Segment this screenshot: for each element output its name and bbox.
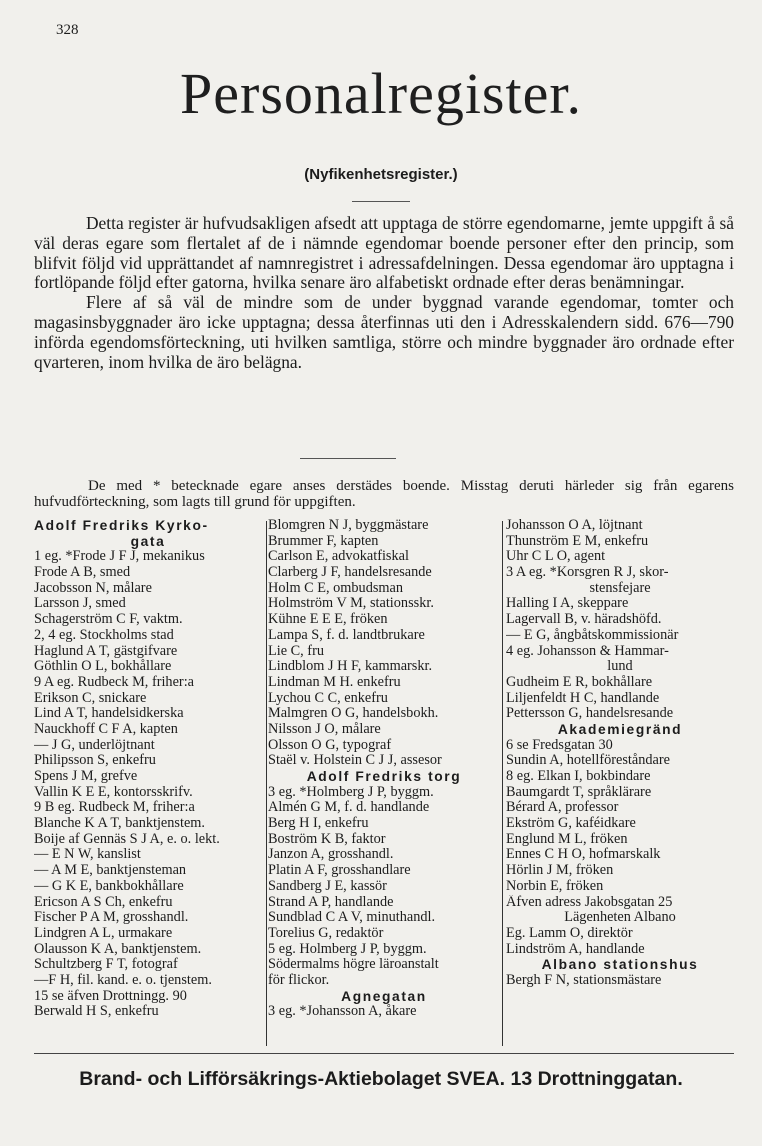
register-entry: Brummer F, kapten xyxy=(268,533,379,549)
advertisement-footer: Brand- och Lifförsäkrings-Aktiebolaget SVEA. 13 Drottninggatan. xyxy=(79,1068,683,1090)
register-entry: Lindman M H. enkefru xyxy=(268,674,401,690)
register-entry: Olausson K A, banktjenstem. xyxy=(34,941,202,957)
register-entry: Nilsson J O, målare xyxy=(268,721,381,737)
register-entry: Liljenfeldt H C, handlande xyxy=(506,690,660,706)
register-entry: Blomgren N J, byggmästare xyxy=(268,518,429,533)
register-entry: Halling I A, skeppare xyxy=(506,596,629,612)
register-entry: Ekström G, kaféidkare xyxy=(506,816,636,832)
register-entry: — G K E, bankbokhållare xyxy=(34,878,184,894)
register-entry: Sundin A, hotellföreståndare xyxy=(506,753,670,769)
register-entry: — A M E, banktjensteman xyxy=(34,863,187,879)
register-entry: stensfejare xyxy=(589,580,651,596)
register-entry: 3 A eg. *Korsgren R J, skor- xyxy=(506,565,669,581)
register-entry: Blanche K A T, banktjenstem. xyxy=(34,816,206,832)
register-entry: Boström K B, faktor xyxy=(268,831,386,847)
register-entry: Sundblad C A V, minuthandl. xyxy=(268,910,436,926)
register-entry: Clarberg J F, handelsresande xyxy=(268,565,432,581)
register-entry: 1 eg. *Frode J F J, mekanikus xyxy=(34,549,205,565)
page-number: 328 xyxy=(56,22,79,38)
street-heading: Akademiegränd xyxy=(557,721,683,737)
register-entry: Strand A P, handlande xyxy=(268,894,394,910)
street-heading: Adolf Fredriks torg xyxy=(306,769,462,784)
register-entry: Spens J M, grefve xyxy=(34,769,138,784)
register-entry: 2, 4 eg. Stockholms stad xyxy=(34,627,174,643)
register-entry: Norbin E, fröken xyxy=(506,878,604,894)
register-entry: Englund M L, fröken xyxy=(506,831,628,847)
register-entry: Larsson J, smed xyxy=(34,596,126,612)
register-entry: Malmgren O G, handelsbokh. xyxy=(268,706,439,722)
register-entry: Lindblom J H F, kammarskr. xyxy=(268,659,433,675)
register-entry: Boije af Gennäs S J A, e. o. lekt. xyxy=(34,831,220,847)
register-entry: Lägenheten Albano xyxy=(564,910,676,926)
register-entry: Schultzberg F T, fotograf xyxy=(34,957,178,973)
register-entry: Torelius G, redaktör xyxy=(268,925,384,941)
register-entry: Fischer P A M, grosshandl. xyxy=(34,910,189,926)
register-entry: 15 se äfven Drottningg. 90 xyxy=(34,988,187,1004)
register-entry: 3 eg. *Holmberg J P, byggm. xyxy=(268,784,434,800)
register-entry: Kühne E E E, fröken xyxy=(268,612,388,628)
register-entry: Lindgren A L, urmakare xyxy=(34,925,173,941)
divider-rule xyxy=(352,201,410,202)
register-entry: 6 se Fredsgatan 30 xyxy=(506,737,613,753)
register-entry: Erikson C, snickare xyxy=(34,690,147,706)
street-heading: gata xyxy=(130,533,166,549)
register-entry: 3 eg. *Johansson A, åkare xyxy=(268,1004,417,1020)
register-entry: Lindström A, handlande xyxy=(506,941,645,957)
register-entry: 8 eg. Elkan I, bokbindare xyxy=(506,769,651,784)
register-columns xyxy=(34,518,734,1020)
register-entry: Lampa S, f. d. landtbrukare xyxy=(268,627,425,643)
register-entry: 9 A eg. Rudbeck M, friher:a xyxy=(34,674,195,690)
register-entry: Berwald H S, enkefru xyxy=(34,1004,159,1020)
register-entry: Bérard A, professor xyxy=(506,800,619,816)
register-entry: Haglund A T, gästgifvare xyxy=(34,643,178,659)
register-column xyxy=(506,518,734,989)
register-entry: 4 eg. Johansson & Hammar- xyxy=(506,643,669,659)
register-column xyxy=(34,518,262,1020)
register-entry: Almén G M, f. d. handlande xyxy=(268,800,430,816)
register-entry: Holm C E, ombudsman xyxy=(268,580,404,596)
register-entry: — J G, underlöjtnant xyxy=(34,737,155,753)
footnote: De med * betecknade egare anses derstädes boende. Misstag deruti härleder sig från egarens hufvudförteckning, som lagts till grund för uppgiften. xyxy=(34,478,734,510)
register-entry: Uhr C L O, agent xyxy=(506,549,606,565)
register-entry: Staël v. Holstein C J J, assesor xyxy=(268,753,442,769)
register-entry: Eg. Lamm O, direktör xyxy=(506,925,633,941)
register-entry: Lychou C C, enkefru xyxy=(268,690,388,706)
page-title: Personalregister. xyxy=(180,61,582,126)
register-entry: Lagervall B, v. häradshöfd. xyxy=(506,612,662,628)
register-entry: Platin A F, grosshandlare xyxy=(268,863,411,879)
register-entry: 5 eg. Holmberg J P, byggm. xyxy=(268,941,427,957)
register-entry: Jacobsson N, målare xyxy=(34,580,152,596)
intro-paragraph: Detta register är hufvudsakligen afsedt att upptaga de större egendomarne, jemte uppgift å så väl deras egare som flertalet af de i nämnde egendomar boende personer efter den princip, som blifvit följd vid upprättandet af namnregistret i adressafdelningen. Dessa egendomar äro upptagna i fortlöpande följd efter gatorna, hvilka senare äro alfabetiskt ordnade efter deras benämningar. xyxy=(34,213,734,293)
register-entry: Lie C, fru xyxy=(268,643,324,659)
register-entry: Baumgardt T, språklärare xyxy=(506,784,652,800)
register-entry: —F H, fil. kand. e. o. tjenstem. xyxy=(34,972,212,988)
register-entry: lund xyxy=(607,659,633,675)
register-entry: Janzon A, grosshandl. xyxy=(268,847,394,863)
street-heading: Adolf Fredriks Kyrko- xyxy=(34,518,209,533)
register-entry: Pettersson G, handelsresande xyxy=(506,706,674,722)
page-subtitle: (Nyfikenhetsregister.) xyxy=(304,166,458,183)
register-column xyxy=(268,518,500,1020)
register-entry: Göthlin O L, bokhållare xyxy=(34,659,172,675)
register-entry: Holmström V M, stationsskr. xyxy=(268,596,434,612)
register-entry: Schagerström C F, vaktm. xyxy=(34,612,183,628)
register-entry: Ericson A S Ch, enkefru xyxy=(34,894,173,910)
register-entry: Olsson O G, typograf xyxy=(268,737,392,753)
register-entry: Frode A B, smed xyxy=(34,565,131,581)
register-entry: Sandberg J E, kassör xyxy=(268,878,387,894)
divider-rule xyxy=(300,458,396,459)
register-entry: Södermalms högre läroanstalt xyxy=(268,957,439,973)
register-entry: för flickor. xyxy=(268,972,330,988)
register-entry: 9 B eg. Rudbeck M, friher:a xyxy=(34,800,195,816)
register-entry: — E G, ångbåtskommissionär xyxy=(506,627,679,643)
street-heading: Albano stationshus xyxy=(541,957,699,973)
register-entry: Äfven adress Jakobsgatan 25 xyxy=(506,894,673,910)
register-entry: Hörlin J M, fröken xyxy=(506,863,614,879)
register-entry: Ennes C H O, hofmarskalk xyxy=(506,847,661,863)
register-entry: Thunström E M, enkefru xyxy=(506,533,649,549)
register-entry: Carlson E, advokatfiskal xyxy=(268,549,409,565)
register-entry: Lind A T, handelsidkerska xyxy=(34,706,184,722)
intro-text xyxy=(34,214,734,372)
register-entry: Nauckhoff C F A, kapten xyxy=(34,721,178,737)
register-entry: Vallin K E E, kontorsskrifv. xyxy=(34,784,193,800)
register-entry: Johansson O A, löjtnant xyxy=(506,518,643,533)
street-heading: Agnegatan xyxy=(341,988,427,1004)
register-entry: — E N W, kanslist xyxy=(34,847,141,863)
register-entry: Philipsson S, enkefru xyxy=(34,753,156,769)
register-entry: Bergh F N, stationsmästare xyxy=(506,972,662,988)
intro-paragraph: Flere af så väl de mindre som de under byggnad varande egendomar, tomter och magasinsbyggnader äro icke upptagna; dessa återfinnas uti den i Adresskalendern sidd. 676—790 införda egendomsförteckning, uti hvilken samtliga, större och mindre byggnader äro ordnade efter qvarteren, inom hvilka de äro belägna. xyxy=(34,292,734,372)
register-entry: Berg H I, enkefru xyxy=(268,816,369,832)
register-entry: Gudheim E R, bokhållare xyxy=(506,674,653,690)
footer-rule xyxy=(34,1053,734,1054)
